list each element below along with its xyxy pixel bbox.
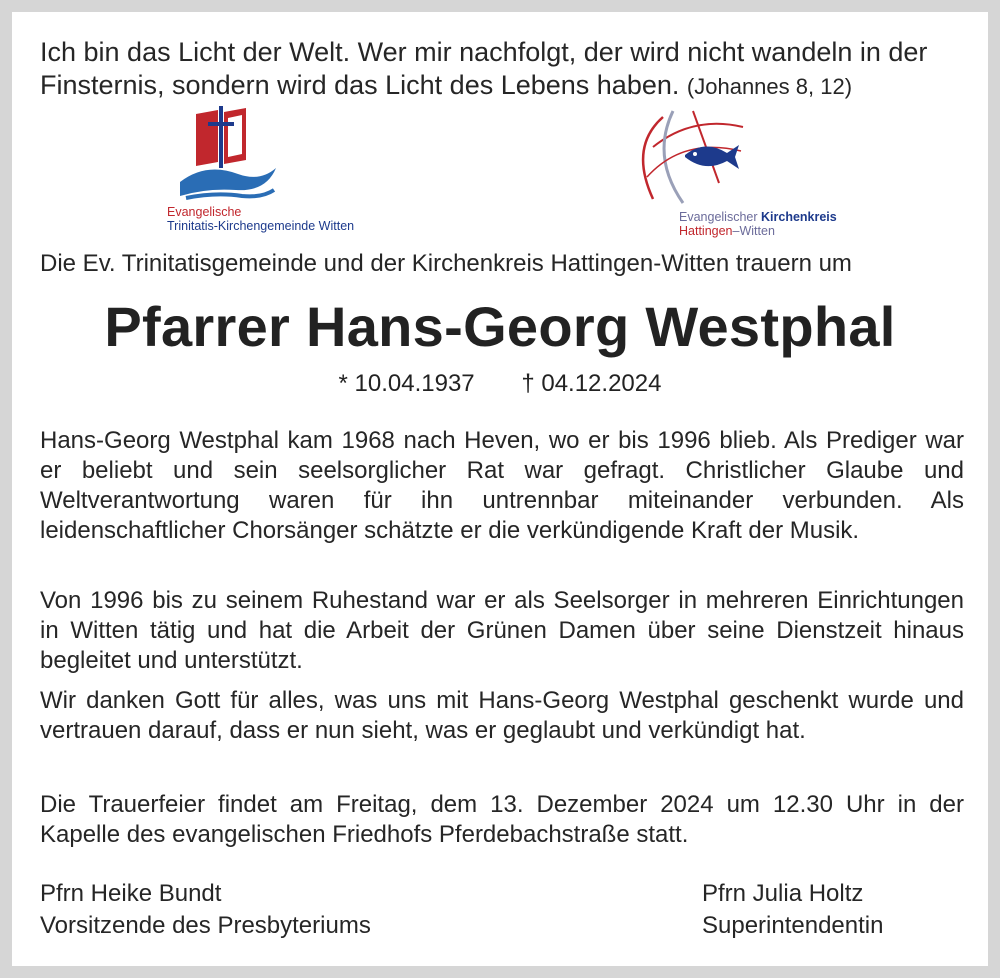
bible-verse	[40, 36, 970, 103]
obituary-notice	[12, 12, 988, 966]
logo-left-line1: Evangelische	[167, 205, 242, 219]
verse-text: Ich bin das Licht der Welt. Wer mir nachfolgt, der wird nicht wandeln in der Finsternis, sondern wird das Licht des Lebens haben.	[40, 37, 928, 100]
deceased-name: Pfarrer Hans-Georg Westphal	[104, 295, 896, 358]
logo-right-line2b: –Witten	[732, 224, 775, 238]
trinitatis-logo	[162, 104, 402, 244]
paragraph-biography: Hans-Georg Westphal kam 1968 nach Heven, wo er bis 1996 blieb. Als Prediger war er beliebt und sein seelsorglicher Rat war gefragt. Christlicher Glaube und Weltverantwortung waren für ihn untrennbar miteinander verbunden. Als leidenschaftlicher Chorsänger schätzte er die verkündigende Kraft der Musik.	[40, 427, 964, 544]
paragraph-funeral: Die Trauerfeier findet am Freitag, dem 13. Dezember 2024 um 12.30 Uhr in der Kapelle des evangelischen Friedhofs Pferdebachstraße statt.	[40, 791, 964, 848]
trinitatis-logo-caption	[167, 205, 354, 233]
signature-right-role: Superintendentin	[702, 912, 884, 939]
life-dates	[12, 370, 988, 398]
signature-left-name: Pfrn Heike Bundt	[40, 880, 222, 907]
signature-right	[702, 878, 883, 942]
birth-date: * 10.04.1937	[338, 370, 475, 397]
verse-reference: (Johannes 8, 12)	[686, 74, 853, 99]
death-date: † 04.12.2024	[521, 370, 662, 397]
fish-cross-icon	[623, 107, 763, 207]
kirchenkreis-logo	[617, 107, 877, 237]
kirchenkreis-logo-caption	[679, 210, 837, 238]
church-book-wave-icon	[176, 104, 286, 204]
paragraph-career: Von 1996 bis zu seinem Ruhestand war er als Seelsorger in mehreren Einrichtungen in Witten tätig und hat die Arbeit der Grünen Damen über seine Dienstzeit hinaus begleitet und unterstützt.	[40, 587, 964, 674]
logo-right-line1a: Evangelischer	[679, 210, 761, 224]
signature-left-role: Vorsitzende des Presbyteriums	[40, 912, 371, 939]
mourning-line: Die Ev. Trinitatisgemeinde und der Kirchenkreis Hattingen-Witten trauern um	[40, 250, 852, 277]
signature-left	[40, 878, 371, 942]
paragraph-gratitude: Wir danken Gott für alles, was uns mit Hans-Georg Westphal geschenkt wurde und vertrauen darauf, dass er nun sieht, was er geglaubt und verkündigt hat.	[40, 687, 964, 744]
logo-right-line1b: Kirchenkreis	[761, 210, 837, 224]
logo-left-line2: Trinitatis-Kirchengemeinde Witten	[167, 219, 355, 233]
logo-right-line2a: Hattingen	[679, 224, 733, 238]
signature-right-name: Pfrn Julia Holtz	[702, 880, 864, 907]
